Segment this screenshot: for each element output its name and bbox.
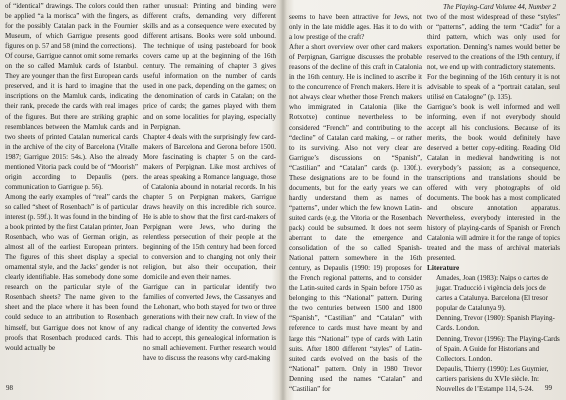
literature-entry: Depaulis, Thierry (1990): Les Guymier, cartiers parisiens du XVIe siècle. In: Nouvelles de l’Estampe 114, 5-24.: [436, 364, 549, 393]
paragraph: rather unusual: Printing and binding were different crafts, demanding very different skills and as a consequence were executed by different artisans. Books were sold unbound. The technique of using pasteboard for book covers came up at the beginning of the 16th century. The remaining of chapter 3 gives useful information on the number of cards used in one pack, depending on the games; on the denomination of cards in Catalan; on the price of cards; the games played with them and on some localities for playing, especially in Perpignan.: [143, 2, 276, 131]
paragraph: Chapter 4 deals with the surprisingly few card-makers of Barcelona and Gerona before 1500. More fascinating is chapter 5 on the card-makers of Perpignan. Like most archives of the areas speaking a Romance language, those of Catalonia abound in notarial records. In his chapter 5 on Perpignan makers, Garrigue draws heavily on this incredible rich source. He is able to show that the first card-makers of Perpignan were Jews, who during the relentless persecution of their people at the beginning of the 15th century had been forced to conversion and to changing not only their religion, but also their occupation, their domicile and even their names.: [143, 132, 276, 282]
paragraph: For the beginning of the 16th century it is not advisable to speak of a “portrait catalan, seul utilisé en Catalogne” (p. 135).: [427, 73, 560, 102]
paragraph: Among the early examples of “real” cards the so called “sheet of Rosenbach” is of particular interest (p. 59f.). It was found in the binding of a book printed by the first Catalan printer, Joan Rosenbach, who was of German origin, as almost all of the earliest European printers. The figures of this sheet display a special ornamental style, and the Jacks’ gender is not clearly identifiable. Has somebody done some research on the particular style of the Rosenbach sheets? The name given to the sheet and the place where it has been found could seduce to an attribution to Rosenbach himself, but Garrigue does not know of any proofs that Rosenbach produced cards. This would actually be: [5, 192, 138, 352]
running-head: The Playing-Card Volume 44, Number 2: [443, 3, 556, 11]
literature-entry: Denning, Trevor (1996): The Playing-Cards of Spain. A Guide for Historians and Collectors. London.: [436, 334, 560, 363]
right-page: [286, 0, 566, 400]
literature-entry: Amades, Joan (1983): Naips o cartes de jugar. Traducció i vigència dels jocs de cartes a Catalunya. Barcelona (El tresor popular de Catalunya 9).: [436, 274, 549, 313]
left-page-column-1: [5, 1, 138, 353]
paragraph: Garrigue’s book is well informed and well informing, even if not everybody should accept all his conclusions. Because of its merits, the book would definitely have deserved a better copy-editing. Reading Old Catalan in medieval handwriting is not everybody’s passion; as a consequence, transcriptions and translations should be offered with very photographs of old documents. The book has a most complicated and obscure annotation apparatus. Nevertheless, everybody interested in the history of playing-cards of Spanish or French Catalonia will admire it for the range of topics treated and the mass of archival materials presented.: [427, 103, 560, 263]
right-page-column-1: [289, 12, 422, 394]
paragraph: seems to have been attractive for Jews, not only in the late middle ages. Has it to do with a low prestige of the craft?: [289, 13, 422, 42]
literature-heading: Literature: [427, 263, 460, 273]
right-page-column-2: [427, 12, 560, 394]
page-number: 98: [6, 384, 13, 392]
paragraph: two of the most widespread of these “styles” or “patterns”, adding the term “Cadiz” for a third pattern, which was only used for exportation. Denning’s names would better be reserved to the creations of the 19th century, if not, we end up with contradictory statements.: [427, 13, 560, 72]
literature-entry: Denning, Trevor (1980): Spanish Playing-Cards. London.: [436, 314, 555, 333]
left-page: [0, 0, 280, 400]
paragraph: After a short overview over other card makers of Perpignan, Garrigue discusses the probable reasons of the decline of this craft in Catalonia in the 16th century. He is inclined to ascribe it to the concurrence of French makers. Here it is not always clear whether those French makers who immigrated in Catalonia (like the Rotxotxe) continue nevertheless to be considered “French” and contributing to the “decline” of Catalan card making, – or rather to its surviving. Also not very clear are Garrigue’s discussions on “Spanish”, “Castilian” and “Catalan” cards (p. 130f.). These designations are to be found in the documents, but for the early years we can hardly understand them as names of “patterns”, under which the few known Latin-suited cards (e.g. the Vitoria or the Rosenbach pack) could be subsumed. It does not seem aberrant to date the emergence and consolidation of the so called Spanish-National pattern somewhere in the 16th century, as Depaulis (1990: 19) proposes for the French regional patterns, and to consider the Latin-suited cards in Spain before 1750 as belonging to this “National” pattern. During the two centuries between 1500 and 1800 “Spanish”, “Castilian” and “Catalan” with reference to cards must have meant by and large this “National” type of cards with Latin suits. After 1800 different “styles” of Latin-suited cards evolved on the basis of the “National” pattern. Only in 1980 Trevor Denning used the names “Catalan” and “Castilian” for: [289, 43, 422, 393]
paragraph: Garrigue can in particular identify two families of converted Jews, the Cassanyes and the Lehonart, who both stayed for two or three generations with their new craft. In view of the radical change of identity the converted Jews had to accept, this genealogical information is no small achievement. Further research would have to discuss the reasons why card-making: [143, 283, 276, 362]
left-page-column-2: [143, 1, 276, 363]
paragraph: of “identical” drawings. The colors could then be applied “a la morisca” with the fingers, as for the possibly Catalan pack in the Fournier Museum, of which Garrigue presents good figures on p. 57 and 58 (mind the corrections).: [5, 2, 138, 51]
page-number: 99: [545, 384, 552, 392]
paragraph: Of course, Garrigue cannot omit some remarks on the so called Mamluk cards of Istanbul. They are younger than the first European cards preserved, and it is hard to imagine that the inscriptions on the Mamluk cards, indicating their rank, precede the cards with real images of the figures. But there are striking graphic resemblances between the Mamluk cards and two sheets of printed Catalan numerical cards in the archive of the city of Barcelona (Vitalle 1987; Garrigue 2015: 54s.). Also the already mentioned Vitoria pack could be of “Moorish” origin according to Depaulis (pers. communication to Garrigue p. 56).: [5, 52, 138, 191]
